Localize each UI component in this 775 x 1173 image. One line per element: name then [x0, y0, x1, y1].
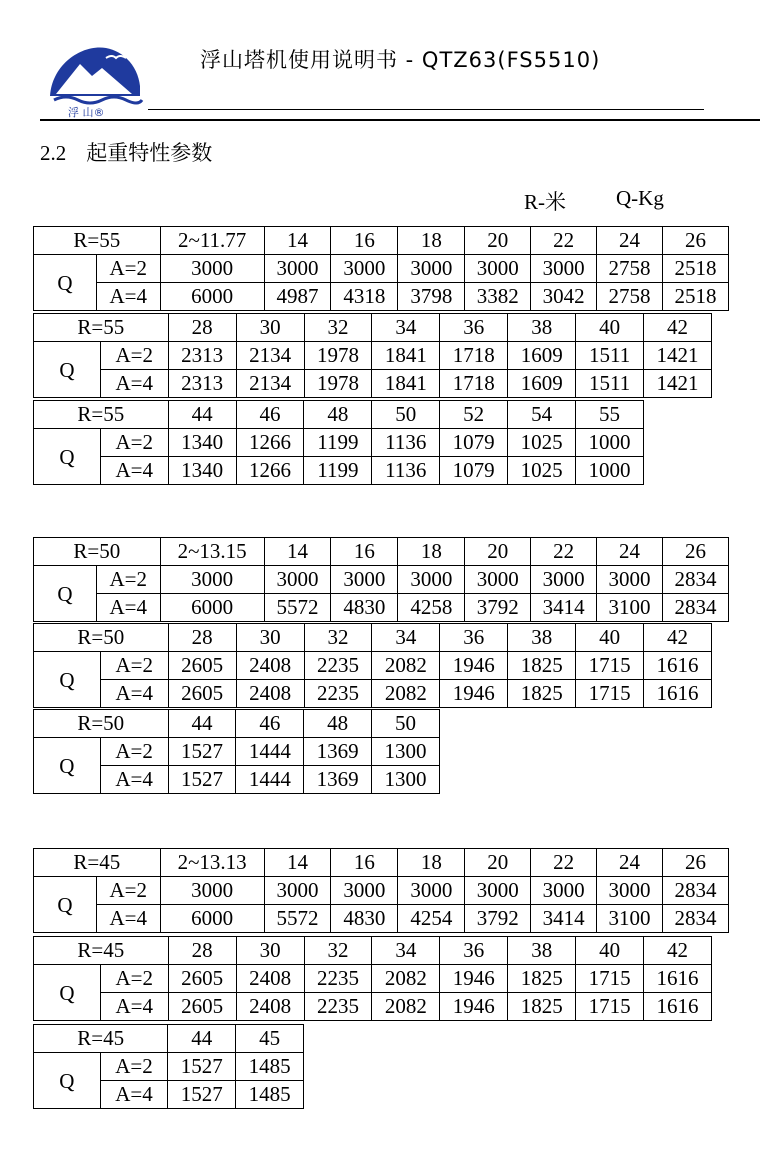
radius-cell: 14: [264, 227, 331, 255]
reeving-a2-label: A=2: [96, 877, 160, 905]
radius-cell: 48: [304, 710, 372, 738]
section-title: 起重特性参数: [86, 141, 213, 165]
radius-cell: 46: [236, 710, 304, 738]
load-cell-a2: 2082: [372, 965, 440, 993]
radius-cell: 32: [304, 624, 372, 652]
load-cell-a4: 6000: [160, 594, 264, 622]
radius-header-row: [34, 849, 729, 877]
radius-header-row: [34, 314, 712, 342]
radius-cell: 16: [331, 849, 398, 877]
load-table-block: [33, 848, 729, 933]
load-cell-a2: 1715: [576, 652, 644, 680]
q-label: Q: [34, 738, 101, 794]
radius-cell: 36: [440, 314, 508, 342]
load-cell-a4: 3792: [465, 594, 531, 622]
boom-length-label: R=45: [34, 937, 169, 965]
radius-cell: 24: [597, 538, 663, 566]
load-cell-a2: 3000: [264, 566, 331, 594]
radius-header-row: [34, 710, 440, 738]
load-cell-a4: 4830: [331, 594, 398, 622]
radius-cell: 48: [304, 401, 372, 429]
load-cell-a4: 3414: [531, 905, 597, 933]
load-cell-a2: 2082: [372, 652, 440, 680]
load-table-block: [33, 936, 712, 1021]
load-cell-a4: 1340: [168, 457, 236, 485]
radius-cell: 34: [372, 624, 440, 652]
load-cell-a2: 3000: [331, 877, 398, 905]
load-cell-a2: 3000: [597, 566, 663, 594]
section-number: 2.2: [40, 141, 67, 165]
load-cell-a4: 2082: [372, 680, 440, 708]
load-table-block: [33, 623, 712, 708]
reeving-a4-label: A=4: [100, 1081, 168, 1109]
radius-cell: 32: [304, 314, 372, 342]
load-cell-a4: 1000: [576, 457, 644, 485]
load-cell-a2: 1136: [372, 429, 440, 457]
radius-cell: 14: [264, 538, 331, 566]
load-cell-a2: 3000: [264, 877, 331, 905]
radius-cell: 20: [465, 538, 531, 566]
boom-length-label: R=55: [34, 314, 169, 342]
radius-cell: 20: [465, 227, 531, 255]
boom-length-label: R=55: [34, 401, 169, 429]
load-cell-a2: 3000: [531, 566, 597, 594]
load-cell-a2: 1369: [304, 738, 372, 766]
q-label: Q: [34, 342, 101, 398]
reeving-a2-label: A=2: [96, 566, 160, 594]
boom-length-label: R=50: [34, 710, 169, 738]
load-cell-a2: 1300: [372, 738, 440, 766]
load-cell-a4: 1444: [236, 766, 304, 794]
radius-header-row: [34, 1025, 304, 1053]
load-cell-a2: 2408: [236, 652, 304, 680]
load-cell-a4: 1300: [372, 766, 440, 794]
load-cell-a4: 2235: [304, 680, 372, 708]
load-cell-a4: 3100: [597, 905, 663, 933]
load-cell-a2: 1527: [168, 738, 236, 766]
load-cell-a4: 3100: [597, 594, 663, 622]
radius-cell: 36: [440, 937, 508, 965]
load-cell-a2: 2313: [168, 342, 236, 370]
radius-cell: 30: [236, 314, 304, 342]
reeving-a4-label: A=4: [96, 594, 160, 622]
load-cell-a4: 5572: [264, 905, 331, 933]
radius-cell: 38: [508, 624, 576, 652]
radius-cell: 14: [264, 849, 331, 877]
radius-cell: 26: [663, 227, 729, 255]
radius-unit: R-米: [524, 190, 566, 214]
load-cell-a2: 3000: [331, 566, 398, 594]
load-cell-a4: 4987: [264, 283, 331, 311]
q-label: Q: [34, 566, 97, 622]
q-label: Q: [34, 652, 101, 708]
reeving-a2-label: A=2: [100, 342, 168, 370]
load-cell-a2: 1946: [440, 965, 508, 993]
radius-cell: 38: [508, 937, 576, 965]
radius-cell: 30: [236, 624, 304, 652]
load-cell-a4: 4830: [331, 905, 398, 933]
radius-cell: 24: [597, 227, 663, 255]
load-row-a2: [34, 652, 712, 680]
radius-header-row: [34, 401, 644, 429]
load-row-a2: [34, 965, 712, 993]
load-cell-a4: 1825: [508, 993, 576, 1021]
load-row-a2: [34, 255, 729, 283]
radius-cell: 34: [372, 937, 440, 965]
load-cell-a2: 3000: [331, 255, 398, 283]
load-cell-a2: 1841: [372, 342, 440, 370]
boom-length-label: R=50: [34, 624, 169, 652]
load-cell-a4: 2408: [236, 993, 304, 1021]
load-cell-a4: 1718: [440, 370, 508, 398]
load-cell-a4: 2834: [663, 594, 729, 622]
load-row-a4: [34, 680, 712, 708]
load-cell-a2: 3000: [160, 877, 264, 905]
load-cell-a4: 1485: [236, 1081, 304, 1109]
load-cell-a2: 1825: [508, 965, 576, 993]
load-cell-a4: 1421: [644, 370, 712, 398]
load-cell-a2: 1444: [236, 738, 304, 766]
load-cell-a2: 1025: [508, 429, 576, 457]
load-cell-a4: 3798: [398, 283, 465, 311]
q-label: Q: [34, 429, 101, 485]
load-cell-a2: 2834: [663, 566, 729, 594]
load-cell-a2: 2605: [168, 965, 236, 993]
boom-length-label: R=45: [34, 849, 161, 877]
header-divider: [148, 109, 704, 110]
section-heading: [40, 137, 212, 167]
load-cell-a2: 1616: [644, 965, 712, 993]
radius-cell: 30: [236, 937, 304, 965]
load-cell-a4: 1715: [576, 680, 644, 708]
load-cell-a4: 6000: [160, 905, 264, 933]
radius-cell: 42: [644, 937, 712, 965]
load-cell-a2: 2605: [168, 652, 236, 680]
load-cell-a4: 1527: [168, 766, 236, 794]
radius-cell: 22: [531, 849, 597, 877]
load-cell-a4: 2082: [372, 993, 440, 1021]
radius-cell: 42: [644, 624, 712, 652]
fushan-logo: [40, 34, 148, 122]
load-cell-a4: 1616: [644, 680, 712, 708]
radius-cell: 20: [465, 849, 531, 877]
radius-cell: 28: [168, 314, 236, 342]
logo-text: 浮 山®: [68, 106, 105, 119]
load-cell-a2: 1946: [440, 652, 508, 680]
header-rule: [40, 119, 760, 121]
load-cell-a2: 3000: [160, 255, 264, 283]
load-cell-a2: 3000: [531, 877, 597, 905]
reeving-a4-label: A=4: [100, 370, 168, 398]
q-label: Q: [34, 877, 97, 933]
load-cell-a2: 3000: [531, 255, 597, 283]
load-cell-a2: 1978: [304, 342, 372, 370]
load-row-a2: [34, 342, 712, 370]
radius-header-row: [34, 538, 729, 566]
radius-cell: 18: [398, 849, 465, 877]
radius-cell: 44: [168, 401, 236, 429]
load-row-a2: [34, 566, 729, 594]
reeving-a4-label: A=4: [96, 905, 160, 933]
reeving-a2-label: A=2: [100, 738, 168, 766]
load-cell-a4: 3382: [465, 283, 531, 311]
load-cell-a4: 1616: [644, 993, 712, 1021]
load-cell-a4: 2605: [168, 680, 236, 708]
load-cell-a4: 3042: [531, 283, 597, 311]
boom-length-label: R=45: [34, 1025, 168, 1053]
radius-cell: 26: [663, 538, 729, 566]
radius-cell: 55: [576, 401, 644, 429]
load-cell-a2: 1609: [508, 342, 576, 370]
load-cell-a4: 3792: [465, 905, 531, 933]
load-cell-a2: 3000: [398, 566, 465, 594]
reeving-a4-label: A=4: [100, 766, 168, 794]
radius-cell: 18: [398, 227, 465, 255]
load-cell-a4: 2518: [663, 283, 729, 311]
radius-cell: 2~11.77: [160, 227, 264, 255]
load-cell-a4: 4258: [398, 594, 465, 622]
load-cell-a4: 1841: [372, 370, 440, 398]
radius-cell: 28: [168, 624, 236, 652]
load-row-a2: [34, 877, 729, 905]
load-unit: Q-Kg: [616, 186, 664, 210]
radius-cell: 2~13.15: [160, 538, 264, 566]
radius-header-row: [34, 624, 712, 652]
radius-cell: 16: [331, 227, 398, 255]
load-cell-a2: 2134: [236, 342, 304, 370]
radius-cell: 40: [576, 624, 644, 652]
load-cell-a4: 2313: [168, 370, 236, 398]
load-cell-a4: 2134: [236, 370, 304, 398]
reeving-a4-label: A=4: [96, 283, 160, 311]
load-cell-a4: 1266: [236, 457, 304, 485]
load-cell-a2: 3000: [465, 255, 531, 283]
load-cell-a2: 3000: [398, 255, 465, 283]
q-label: Q: [34, 1053, 101, 1109]
load-cell-a2: 1266: [236, 429, 304, 457]
load-cell-a2: 1199: [304, 429, 372, 457]
load-cell-a4: 5572: [264, 594, 331, 622]
load-cell-a2: 1616: [644, 652, 712, 680]
reeving-a2-label: A=2: [100, 652, 168, 680]
load-table-block: [33, 709, 440, 794]
load-cell-a2: 1715: [576, 965, 644, 993]
load-row-a2: [34, 1053, 304, 1081]
radius-cell: 44: [168, 1025, 236, 1053]
load-table-block: [33, 400, 644, 485]
radius-header-row: [34, 937, 712, 965]
load-cell-a2: 2235: [304, 652, 372, 680]
load-cell-a4: 2605: [168, 993, 236, 1021]
radius-cell: 45: [236, 1025, 304, 1053]
load-cell-a2: 2518: [663, 255, 729, 283]
load-cell-a2: 2834: [663, 877, 729, 905]
load-cell-a2: 1511: [576, 342, 644, 370]
reeving-a2-label: A=2: [100, 965, 168, 993]
load-row-a2: [34, 429, 644, 457]
radius-cell: 54: [508, 401, 576, 429]
load-cell-a2: 2235: [304, 965, 372, 993]
radius-cell: 32: [304, 937, 372, 965]
boom-length-label: R=50: [34, 538, 161, 566]
load-table-block: [33, 226, 729, 311]
radius-cell: 26: [663, 849, 729, 877]
boom-length-label: R=55: [34, 227, 161, 255]
reeving-a2-label: A=2: [96, 255, 160, 283]
reeving-a2-label: A=2: [100, 1053, 168, 1081]
radius-cell: 22: [531, 227, 597, 255]
radius-cell: 52: [440, 401, 508, 429]
load-cell-a4: 1199: [304, 457, 372, 485]
load-row-a4: [34, 993, 712, 1021]
load-cell-a2: 3000: [398, 877, 465, 905]
load-cell-a4: 1946: [440, 993, 508, 1021]
load-cell-a4: 2408: [236, 680, 304, 708]
load-cell-a2: 2758: [597, 255, 663, 283]
load-cell-a2: 3000: [264, 255, 331, 283]
radius-cell: 38: [508, 314, 576, 342]
load-cell-a4: 1527: [168, 1081, 236, 1109]
reeving-a4-label: A=4: [100, 457, 168, 485]
q-label: Q: [34, 255, 97, 311]
load-cell-a4: 2758: [597, 283, 663, 311]
load-cell-a4: 1025: [508, 457, 576, 485]
load-cell-a4: 1825: [508, 680, 576, 708]
radius-cell: 22: [531, 538, 597, 566]
reeving-a4-label: A=4: [100, 680, 168, 708]
radius-cell: 28: [168, 937, 236, 965]
load-cell-a2: 1825: [508, 652, 576, 680]
load-cell-a2: 3000: [465, 566, 531, 594]
radius-cell: 42: [644, 314, 712, 342]
load-table-block: [33, 313, 712, 398]
load-row-a4: [34, 283, 729, 311]
q-label: Q: [34, 965, 101, 1021]
radius-cell: 50: [372, 710, 440, 738]
radius-cell: 34: [372, 314, 440, 342]
load-row-a4: [34, 457, 644, 485]
load-cell-a4: 1136: [372, 457, 440, 485]
load-cell-a4: 4254: [398, 905, 465, 933]
load-cell-a4: 4318: [331, 283, 398, 311]
load-cell-a4: 1079: [440, 457, 508, 485]
load-cell-a2: 3000: [160, 566, 264, 594]
load-cell-a2: 2408: [236, 965, 304, 993]
load-cell-a4: 1369: [304, 766, 372, 794]
radius-cell: 36: [440, 624, 508, 652]
load-cell-a2: 1079: [440, 429, 508, 457]
load-table-block: [33, 537, 729, 622]
load-row-a4: [34, 594, 729, 622]
load-row-a4: [34, 370, 712, 398]
load-cell-a2: 1485: [236, 1053, 304, 1081]
radius-header-row: [34, 227, 729, 255]
load-cell-a4: 1715: [576, 993, 644, 1021]
radius-cell: 40: [576, 314, 644, 342]
radius-cell: 50: [372, 401, 440, 429]
load-row-a4: [34, 905, 729, 933]
load-cell-a2: 3000: [597, 877, 663, 905]
radius-cell: 24: [597, 849, 663, 877]
reeving-a2-label: A=2: [100, 429, 168, 457]
load-cell-a4: 1609: [508, 370, 576, 398]
load-cell-a2: 1718: [440, 342, 508, 370]
reeving-a4-label: A=4: [100, 993, 168, 1021]
load-cell-a2: 3000: [465, 877, 531, 905]
load-row-a2: [34, 738, 440, 766]
load-cell-a4: 6000: [160, 283, 264, 311]
load-cell-a2: 1421: [644, 342, 712, 370]
radius-cell: 18: [398, 538, 465, 566]
document-title: 浮山塔机使用说明书 - QTZ63(FS5510): [200, 48, 601, 72]
load-cell-a4: 2834: [663, 905, 729, 933]
load-cell-a2: 1340: [168, 429, 236, 457]
load-cell-a4: 3414: [531, 594, 597, 622]
radius-cell: 40: [576, 937, 644, 965]
radius-cell: 46: [236, 401, 304, 429]
radius-cell: 16: [331, 538, 398, 566]
load-cell-a4: 1946: [440, 680, 508, 708]
load-cell-a4: 1978: [304, 370, 372, 398]
radius-cell: 2~13.13: [160, 849, 264, 877]
radius-cell: 44: [168, 710, 236, 738]
load-cell-a2: 1527: [168, 1053, 236, 1081]
load-table-block: [33, 1024, 304, 1109]
load-cell-a4: 1511: [576, 370, 644, 398]
load-cell-a4: 2235: [304, 993, 372, 1021]
load-cell-a2: 1000: [576, 429, 644, 457]
